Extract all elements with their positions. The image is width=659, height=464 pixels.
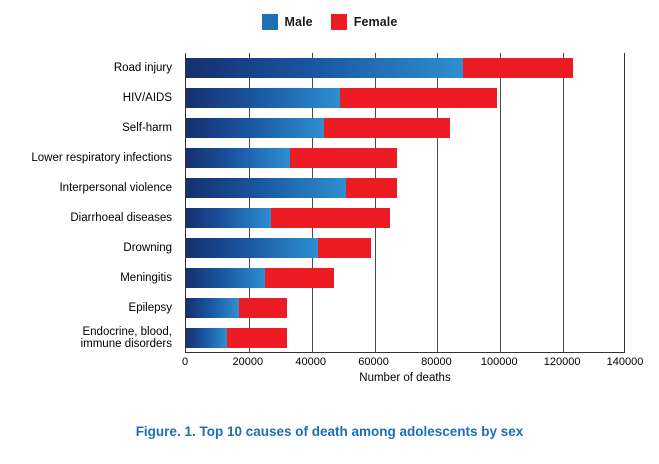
x-tick-label: 0 [181, 356, 189, 368]
y-axis-category-labels [0, 53, 180, 353]
bar-row [186, 58, 573, 78]
legend-label-male: Male [284, 15, 313, 29]
chart-legend [0, 14, 659, 30]
bar-segment-male [186, 238, 318, 258]
bar-segment-female [265, 268, 334, 288]
bar-row [186, 208, 390, 228]
bar-row [186, 328, 287, 348]
x-tick-label: 120000 [543, 356, 581, 368]
y-axis-label: Diarrhoeal diseases [70, 211, 172, 224]
bar-segment-female [463, 58, 573, 78]
bar-row [186, 178, 397, 198]
y-axis-label: Epilepsy [128, 301, 172, 314]
bar-segment-male [186, 88, 340, 108]
x-tick-label: 100000 [480, 356, 518, 368]
bar-segment-male [186, 328, 227, 348]
y-axis-label: HIV/AIDS [122, 91, 172, 104]
legend-entry-female [331, 14, 398, 30]
legend-swatch-female [331, 14, 347, 30]
bar-row [186, 148, 397, 168]
figure-caption: Figure. 1. Top 10 causes of death among adolescents by sex [135, 424, 524, 439]
bar-row [186, 298, 287, 318]
x-tick-label: 20000 [232, 356, 264, 368]
y-axis-label: Drowning [123, 241, 172, 254]
bar-segment-male [186, 148, 290, 168]
bar-segment-male [186, 118, 324, 138]
bar-segment-male [186, 298, 239, 318]
x-tick-label: 140000 [606, 356, 644, 368]
x-tick-label: 60000 [358, 356, 389, 368]
x-axis-title: Number of deaths [359, 372, 451, 384]
y-axis-label: Road injury [113, 61, 172, 74]
y-axis-label: Lower respiratory infections [31, 151, 172, 164]
bar-segment-male [186, 58, 463, 78]
bar-segment-female [227, 328, 287, 348]
y-axis-label: Interpersonal violence [59, 181, 172, 194]
y-axis-label: Self-harm [122, 121, 172, 134]
bar-segment-female [324, 118, 450, 138]
bar-segment-female [290, 148, 397, 168]
x-axis-ticks [181, 354, 644, 372]
legend-entry-male [262, 14, 313, 30]
bar-row [186, 268, 334, 288]
bar-row [186, 238, 371, 258]
bar-segment-male [186, 268, 265, 288]
bar-segment-female [346, 178, 396, 198]
y-axis-label: Meningitis [120, 271, 172, 284]
bar-segment-female [340, 88, 497, 108]
bar-segment-female [318, 238, 371, 258]
x-tick-label: 40000 [295, 356, 326, 368]
bar-segment-male [186, 178, 346, 198]
legend-label-female: Female [353, 15, 398, 29]
y-axis-label: Endocrine, blood, immune disorders [80, 325, 172, 350]
bar-segment-female [239, 298, 286, 318]
legend-swatch-male [262, 14, 278, 30]
bar-row [186, 88, 497, 108]
bar-segment-male [186, 208, 271, 228]
bar-row [186, 118, 450, 138]
bar-series-group [186, 53, 624, 352]
bar-segment-female [271, 208, 390, 228]
plot-area [185, 53, 625, 353]
x-tick-label: 80000 [421, 356, 452, 368]
